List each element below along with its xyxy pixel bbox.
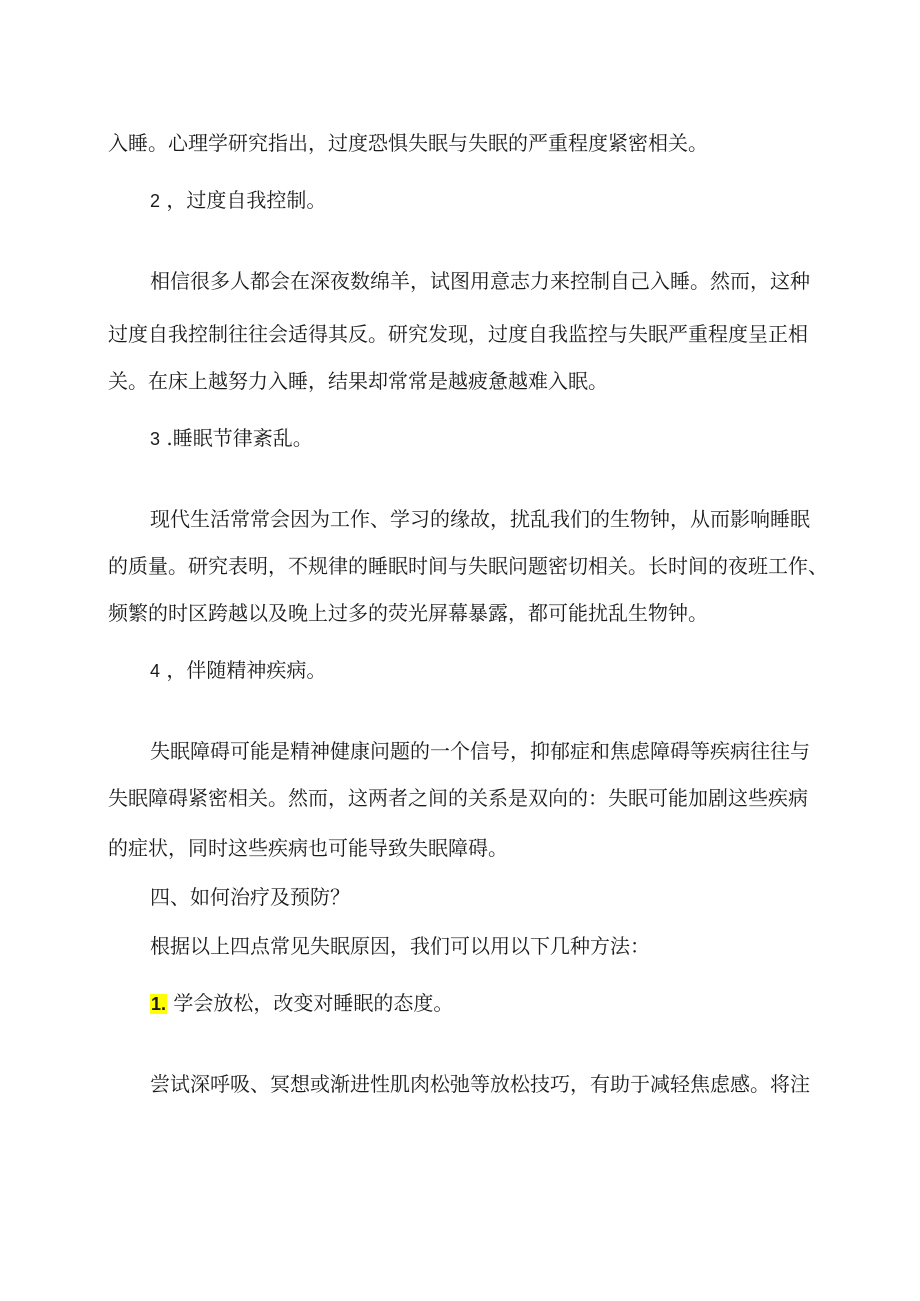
item-title: 学会放松，改变对睡眠的态度。: [173, 991, 454, 1015]
item-title: .睡眠节律紊乱。: [166, 426, 313, 450]
item-number: 4: [150, 661, 161, 681]
paragraph-line: 尝试深呼吸、冥想或渐进性肌肉松弛等放松技巧，有助于减轻焦虑感。将注: [150, 1072, 810, 1096]
section-intro: 根据以上四点常见失眠原因，我们可以用以下几种方法：: [150, 934, 650, 958]
paragraph-line: 频繁的时区跨越以及晚上过多的荧光屏幕暴露，都可能扰乱生物钟。: [108, 601, 708, 625]
paragraph-line: 入睡。心理学研究指出，过度恐惧失眠与失眠的严重程度紧密相关。: [108, 131, 708, 155]
section-title: 四、如何治疗及预防？: [150, 885, 350, 909]
item-title: ，过度自我控制。: [166, 188, 327, 212]
heading-item-4: [150, 656, 326, 685]
paragraph-line: 失眠障碍紧密相关。然而，这两者之间的关系是双向的：失眠可能加剧这些疾病: [108, 786, 808, 810]
paragraph-line: 的症状，同时这些疾病也可能导致失眠障碍。: [108, 836, 508, 860]
heading-item-2: [150, 186, 326, 215]
item-title: ，伴随精神疾病。: [166, 658, 327, 682]
paragraph-line: 相信很多人都会在深夜数绵羊，试图用意志力来控制自己入睡。然而，这种: [150, 269, 810, 293]
paragraph-line: 的质量。研究表明，不规律的睡眠时间与失眠问题密切相关。长时间的夜班工作、: [108, 554, 828, 578]
method-item-1: [150, 989, 453, 1018]
paragraph-line: 失眠障碍可能是精神健康问题的一个信号，抑郁症和焦虑障碍等疾病往往与: [150, 739, 810, 763]
item-number: 3: [150, 429, 161, 449]
paragraph-line: 现代生活常常会因为工作、学习的缘故，扰乱我们的生物钟，从而影响睡眠: [150, 507, 810, 531]
paragraph-line: 关。在床上越努力入睡，结果却常常是越疲惫越难入眠。: [108, 369, 608, 393]
paragraph-line: 过度自我控制往往会适得其反。研究发现，过度自我监控与失眠严重程度呈正相: [108, 322, 808, 346]
heading-item-3: [150, 424, 313, 453]
highlighted-number: 1.: [151, 994, 167, 1014]
item-number: 2: [150, 191, 161, 211]
